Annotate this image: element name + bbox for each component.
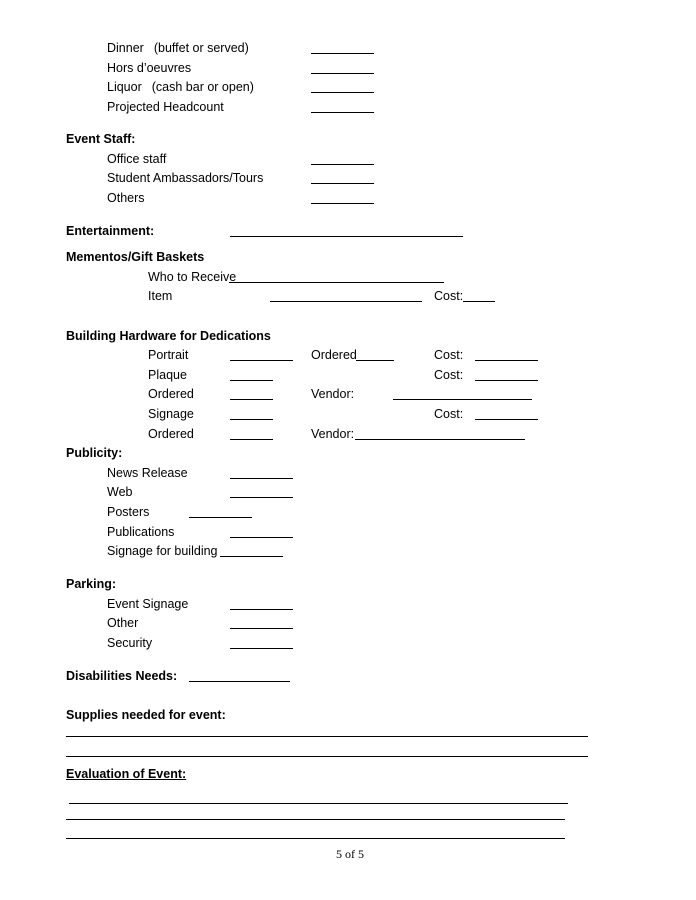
parking-heading: Parking:: [66, 577, 117, 591]
posters-blank[interactable]: [189, 517, 252, 518]
posters-label: Posters: [107, 505, 150, 519]
office-staff-label: Office staff: [107, 152, 167, 166]
hors-blank[interactable]: [311, 73, 374, 74]
evaluation-line-3[interactable]: [66, 838, 565, 839]
portrait-label: Portrait: [148, 348, 189, 362]
ambassadors-label: Student Ambassadors/Tours: [107, 171, 264, 185]
security-blank[interactable]: [230, 648, 293, 649]
plaque-label: Plaque: [148, 368, 187, 382]
vendor-blank-1[interactable]: [393, 399, 532, 400]
ordered-label-2: Ordered: [148, 427, 194, 441]
entertainment-blank[interactable]: [230, 236, 463, 237]
news-release-blank[interactable]: [230, 478, 293, 479]
hardware-heading: Building Hardware for Dedications: [66, 329, 271, 343]
publications-label: Publications: [107, 525, 175, 539]
liquor-label: [107, 80, 254, 95]
portrait-ordered-blank[interactable]: [356, 360, 394, 361]
publicity-heading: Publicity:: [66, 446, 123, 460]
plaque-cost-blank[interactable]: [475, 380, 538, 381]
portrait-ordered-label: Ordered: [311, 348, 357, 362]
item-label: Item: [148, 289, 173, 303]
dinner-note: (buffet or served): [153, 41, 249, 55]
portrait-cost-label: Cost:: [434, 348, 464, 362]
entertainment-heading: Entertainment:: [66, 224, 155, 238]
security-label: Security: [107, 636, 153, 650]
plaque-blank[interactable]: [230, 380, 273, 381]
ordered-blank-2[interactable]: [230, 439, 273, 440]
mementos-heading: Mementos/Gift Baskets: [66, 250, 205, 264]
evaluation-line-1[interactable]: [69, 803, 568, 804]
liquor-blank[interactable]: [311, 92, 374, 93]
others-blank[interactable]: [311, 203, 374, 204]
vendor-label-2: Vendor:: [311, 427, 355, 441]
headcount-blank[interactable]: [311, 112, 374, 113]
event-staff-heading: Event Staff:: [66, 132, 136, 146]
vendor-label-1: Vendor:: [311, 387, 355, 401]
plaque-cost-label: Cost:: [434, 368, 464, 382]
signage-cost-label: Cost:: [434, 407, 464, 421]
news-release-label: News Release: [107, 466, 188, 480]
item-blank[interactable]: [270, 301, 422, 302]
other-blank[interactable]: [230, 628, 293, 629]
signage-building-label: Signage for building: [107, 544, 218, 558]
dinner-label: [107, 41, 249, 56]
supplies-line-2[interactable]: [66, 756, 588, 757]
disabilities-blank[interactable]: [189, 681, 290, 682]
liquor-text: Liquor: [107, 80, 142, 94]
page-number: 5 of 5: [336, 847, 364, 861]
web-blank[interactable]: [230, 497, 293, 498]
item-cost-label: Cost:: [434, 289, 464, 303]
ambassadors-blank[interactable]: [311, 183, 374, 184]
signage-label: Signage: [148, 407, 194, 421]
vendor-blank-2[interactable]: [355, 439, 525, 440]
signage-blank[interactable]: [230, 419, 273, 420]
liquor-note: (cash bar or open): [151, 80, 254, 94]
headcount-label: Projected Headcount: [107, 100, 224, 114]
supplies-heading: Supplies needed for event:: [66, 708, 226, 722]
portrait-blank[interactable]: [230, 360, 293, 361]
web-label: Web: [107, 485, 133, 499]
ordered-label-1: Ordered: [148, 387, 194, 401]
event-signage-label: Event Signage: [107, 597, 189, 611]
publications-blank[interactable]: [230, 537, 293, 538]
evaluation-line-2[interactable]: [66, 819, 565, 820]
others-label: Others: [107, 191, 145, 205]
hors-label: Hors d’oeuvres: [107, 61, 192, 75]
evaluation-heading: Evaluation of Event:: [66, 767, 187, 781]
disabilities-heading: Disabilities Needs:: [66, 669, 178, 683]
item-cost-blank[interactable]: [463, 301, 495, 302]
office-staff-blank[interactable]: [311, 164, 374, 165]
other-label: Other: [107, 616, 139, 630]
ordered-blank-1[interactable]: [230, 399, 273, 400]
event-signage-blank[interactable]: [230, 609, 293, 610]
dinner-blank[interactable]: [311, 53, 374, 54]
signage-cost-blank[interactable]: [475, 419, 538, 420]
who-to-receive-label: Who to Receive: [148, 270, 237, 284]
supplies-line-1[interactable]: [66, 736, 588, 737]
dinner-text: Dinner: [107, 41, 144, 55]
portrait-cost-blank[interactable]: [475, 360, 538, 361]
who-to-receive-blank[interactable]: [229, 282, 444, 283]
signage-building-blank[interactable]: [220, 556, 283, 557]
